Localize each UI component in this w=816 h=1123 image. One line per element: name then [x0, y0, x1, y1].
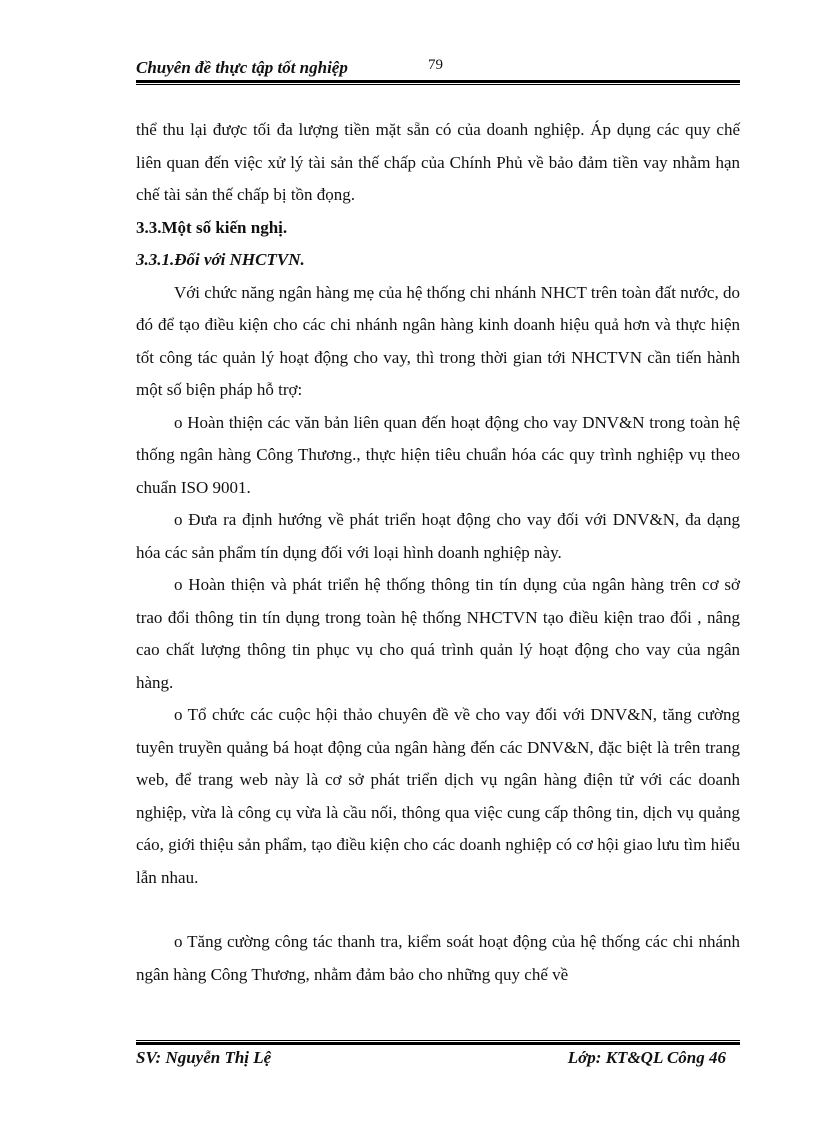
page-number: 79 — [428, 57, 443, 73]
header-title: Chuyên đề thực tập tốt nghiệp — [136, 58, 348, 77]
paragraph-intro: thể thu lại được tối đa lượng tiền mặt sẵn có của doanh nghiệp. Áp dụng các quy chế liên quan đến việc xử lý tài sản thế chấp của Chính Phủ về bảo đảm tiền vay nhằm hạn chế tài sản thế chấp bị tồn đọng. — [136, 120, 740, 204]
paragraph-lead: Với chức năng ngân hàng mẹ của hệ thống chi nhánh NHCT trên toàn đất nước, do đó để tạo điều kiện cho các chi nhánh ngân hàng kinh doanh hiệu quả hơn và thực hiện tốt công tác quản lý hoạt động cho vay, thì trong thời gian tới NHCTVN cần tiến hành một số biện pháp hỗ trợ: — [136, 282, 740, 399]
bullet-item: o Hoàn thiện và phát triển hệ thống thông tin tín dụng của ngân hàng trên cơ sở trao đổi thông tin tín dụng trong toàn hệ thống NHCTVN tạo điều kiện trao đổi , nâng cao chất lượng thông tin phục vụ cho quá trình quản lý hoạt động cho vay của ngân hàng. — [136, 575, 740, 692]
bullet-item: o Tổ chức các cuộc hội thảo chuyên đề về cho vay đối với DNV&N, tăng cường tuyên truyền quảng bá hoạt động của ngân hàng đến các DNV&N, đặc biệt là trên trang web, để trang web này là cơ sở phát triển dịch vụ ngân hàng điện tử với các doanh nghiệp, vừa là công cụ vừa là cầu nối, thông qua việc cung cấp thông tin, dịch vụ quảng cáo, giới thiệu sản phẩm, tạo điều kiện cho các doanh nghiệp có cơ hội giao lưu tìm hiểu lẫn nhau. — [136, 705, 740, 887]
footer-rule — [136, 1040, 740, 1045]
body-text — [136, 114, 740, 991]
page-header — [136, 56, 740, 82]
paragraph-gap — [136, 894, 740, 926]
subsection-heading: 3.3.1.Đối với NHCTVN. — [136, 250, 305, 269]
footer-class: Lớp: KT&QL Công 46 — [567, 1048, 726, 1067]
bullet-item: o Tăng cường công tác thanh tra, kiểm soát hoạt động của hệ thống các chi nhánh ngân hàng Công Thương, nhằm đảm bảo cho những quy chế về — [136, 932, 740, 984]
bullet-item: o Hoàn thiện các văn bản liên quan đến hoạt động cho vay DNV&N trong toàn hệ thống ngân hàng Công Thương., thực hiện tiêu chuẩn hóa các quy trình nghiệp vụ theo chuẩn ISO 9001. — [136, 412, 740, 497]
bullet-item: o Đưa ra định hướng về phát triển hoạt động cho vay đối với DNV&N, đa dạng hóa các sản phẩm tín dụng đối với loại hình doanh nghiệp này. — [136, 510, 740, 562]
footer-student-name: SV: Nguyễn Thị Lệ — [136, 1048, 272, 1067]
page-footer — [136, 1048, 740, 1074]
section-heading: 3.3.Một số kiến nghị. — [136, 217, 288, 237]
header-rule — [136, 80, 740, 85]
